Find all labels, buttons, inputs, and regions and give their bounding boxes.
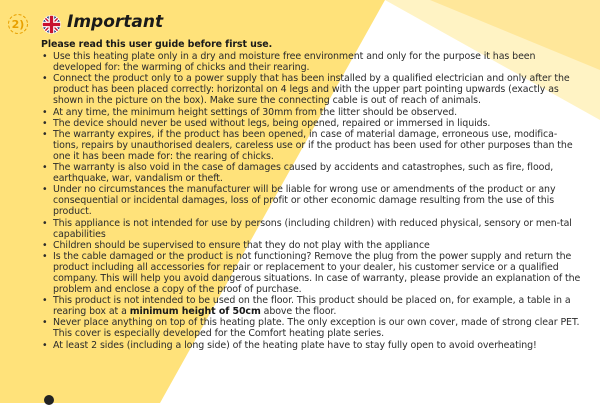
list-item: [41, 218, 581, 240]
list-item-text: This product is not intended to be used on the floor. This product should be placed on, for example, a table in a rearing box at a: [53, 295, 571, 318]
instructions-body: [41, 39, 581, 351]
list-item-text: The device should never be used without legs, being opened, repaired or immersed in liquids.: [53, 117, 491, 129]
list-item-text: Under no circumstances the manufacturer will be liable for wrong use or amendments of the product or any consequential or incidental damages, loss of profit or other economic damage resulting from the use of this product.: [53, 184, 556, 218]
list-item-text-end: above the floor.: [260, 306, 337, 318]
list-item-text: Children should be supervised to ensure that they do not play with the appliance: [53, 239, 430, 251]
page-indicator-dot: [44, 395, 54, 405]
list-item-text: The warranty expires, if the product has been opened, in case of material damage, erroneous use, modifica-tions, repairs by unauthorised dealers, careless use or if the product has been used for other purposes than the one it has been made for: the rearing of chicks.: [53, 128, 573, 162]
list-item: [41, 184, 581, 217]
list-item-text: The warranty is also void in the case of damages caused by accidents and catastrophes, such as fire, flood, earthquake, war, vandalism or theft.: [53, 162, 554, 185]
list-item: [41, 251, 581, 295]
safety-instructions-list: [41, 51, 581, 351]
list-item-text: Connect the product only to a power supply that has been installed by a qualified electrician and only after the product has been placed correctly: horizontal on 4 legs and with the upper part pointing upwards (exactly as shown in the picture on the box). Make sure the connecting cable is out of reach of animals.: [53, 73, 570, 107]
step-number-badge: [7, 13, 29, 35]
list-item: [41, 118, 581, 129]
list-item-text: Never place anything on top of this heating plate. The only exception is our own cover, made of strong clear PET. This cover is especially developed for the Comfort heating plate series.: [53, 317, 580, 340]
list-item: [41, 340, 581, 351]
list-item-text: This appliance is not intended for use by persons (including children) with reduced physical, sensory or men-tal capabilities: [53, 217, 572, 240]
list-item-emphasis: minimum height of 50cm: [129, 306, 261, 318]
list-item: [41, 107, 581, 118]
step-number: 2): [11, 17, 25, 31]
page-title: Important: [67, 12, 164, 32]
list-item: [41, 295, 581, 317]
list-item-text: At any time, the minimum height settings of 30mm from the litter should be observed.: [53, 106, 458, 118]
intro-text: Please read this user guide before first use.: [41, 39, 273, 50]
list-item: [41, 240, 581, 251]
uk-flag-icon: [42, 15, 61, 34]
list-item: [41, 51, 581, 73]
list-item-text: Is the cable damaged or the product is not functioning? Remove the plug from the power supply and return the product including all accessories for repair or replacement to your dealer, his customer service or a qualified company. This will help you avoid dangerous situations. In case of warranty, please provide an explanation of the problem and enclose a copy of the proof of purchase.: [53, 250, 581, 296]
list-item: [41, 317, 581, 339]
list-item: [41, 73, 581, 106]
list-item: [41, 162, 581, 184]
list-item-text: Use this heating plate only in a dry and moisture free environment and only for the purpose it has been developed for: the warming of chicks and their rearing.: [53, 51, 536, 74]
list-item-text: At least 2 sides (including a long side) of the heating plate have to stay fully open to avoid overheating!: [53, 339, 537, 351]
list-item: [41, 129, 581, 162]
